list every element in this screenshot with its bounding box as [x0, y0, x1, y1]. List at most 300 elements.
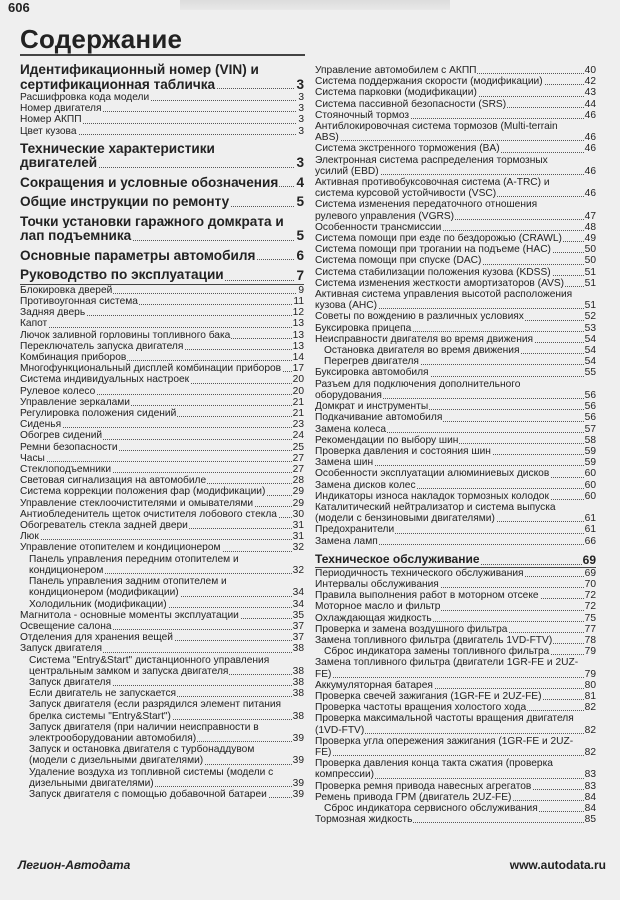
toc-entry-page: 60: [584, 479, 596, 491]
toc-entry-title: Запуск и остановка двигателя с турбонаддувом (модели с дизельными двигателями): [29, 744, 255, 767]
toc-entry-page: 46: [584, 188, 596, 200]
toc-entry[interactable]: [315, 803, 596, 814]
toc-entry[interactable]: [315, 356, 596, 367]
toc-section-heading[interactable]: [20, 215, 304, 244]
toc-section-heading[interactable]: [20, 195, 304, 210]
toc-entry-title: Особенности трансмиссии: [315, 221, 442, 233]
toc-entry-page: 56: [584, 401, 596, 413]
toc-entry-page: 39: [292, 788, 304, 800]
toc-entry-title: Замена топливного фильтра (двигатели 1GR-FE и 2UZ-FE): [315, 657, 579, 680]
toc-entry-page: 20: [292, 385, 304, 397]
toc-entry-page: 13: [292, 318, 304, 330]
toc-entry-title: Отделения для хранения вещей: [20, 632, 174, 644]
toc-entry[interactable]: [315, 457, 596, 468]
toc-entry[interactable]: [315, 323, 596, 334]
toc-entry-page: 9: [298, 284, 304, 296]
toc-entry-title: Каталитический нейтрализатор и система выпуска (модели с бензиновыми двигателями): [315, 501, 556, 525]
toc-entry-page: 66: [584, 535, 596, 547]
toc-entry-page: 82: [584, 724, 596, 736]
toc-entry-page: 38: [292, 676, 304, 688]
toc-entry-title: Часы: [20, 452, 45, 464]
toc-entry-page: 59: [584, 445, 596, 457]
toc-entry-page: 38: [292, 665, 304, 677]
toc-entry[interactable]: [315, 680, 596, 691]
running-header-strip: [180, 0, 450, 10]
toc-section-heading[interactable]: [20, 142, 304, 171]
toc-entry[interactable]: [20, 92, 304, 103]
toc-entry-title: Управление зеркалами: [20, 396, 131, 408]
toc-entry-title: Обогреватель стекла задней двери: [20, 520, 188, 532]
toc-entry[interactable]: [315, 87, 596, 98]
toc-entry[interactable]: [315, 758, 596, 780]
toc-entry[interactable]: [20, 103, 304, 114]
toc-entry-page: 29: [292, 497, 304, 509]
toc-entry-title: Система коррекции положения фар (модификации): [20, 486, 266, 498]
toc-entry-page: 54: [584, 333, 596, 345]
toc-entry[interactable]: [315, 480, 596, 491]
toc-entry-title: Люк: [20, 531, 39, 543]
toc-entry[interactable]: [20, 767, 304, 789]
toc-entry-page: 38: [292, 688, 304, 700]
toc-entry-page: 51: [584, 266, 596, 278]
toc-entry[interactable]: [20, 509, 304, 520]
toc-entry-page: 75: [584, 612, 596, 624]
toc-entry[interactable]: [20, 498, 304, 509]
toc-entry[interactable]: [315, 579, 596, 590]
toc-entry-title: Советы по вождению в различных условиях: [315, 311, 524, 323]
toc-entry[interactable]: [315, 222, 596, 233]
toc-entry-title: Переключатель запуска двигателя: [20, 340, 184, 352]
toc-entry-page: 46: [584, 143, 596, 155]
page-title: Содержание: [20, 24, 183, 54]
toc-entry-title: Сиденья: [20, 419, 62, 431]
toc-entry[interactable]: [315, 736, 596, 758]
toc-entry-page: 85: [584, 814, 596, 826]
toc-entry[interactable]: [20, 296, 304, 307]
toc-entry-title: Запуск двигателя: [20, 643, 103, 655]
toc-entry-page: 69: [582, 552, 596, 567]
toc-entry[interactable]: [315, 691, 596, 702]
toc-entry-page: 61: [584, 524, 596, 536]
toc-entry-title: Система стабилизации положения кузова (KDSS): [315, 266, 551, 278]
toc-entry[interactable]: [315, 65, 596, 76]
toc-entry-page: 59: [584, 457, 596, 469]
toc-entry-title: Система экстренного торможения (BA): [315, 143, 500, 155]
toc-entry-page: 5: [296, 194, 304, 210]
toc-entry-title: Сокращения и условные обозначения: [20, 174, 279, 190]
toc-entry[interactable]: [315, 143, 596, 154]
toc-entry[interactable]: [20, 554, 304, 576]
toc-entry[interactable]: [315, 613, 596, 624]
toc-entry[interactable]: [20, 386, 304, 397]
toc-entry-page: 37: [292, 620, 304, 632]
toc-right-column: [315, 65, 596, 825]
toc-entry-page: 72: [584, 601, 596, 613]
toc-entry-page: 60: [584, 490, 596, 502]
toc-entry[interactable]: [315, 601, 596, 612]
toc-entry[interactable]: [315, 524, 596, 535]
toc-entry-title: Световая сигнализация на автомобиле: [20, 475, 207, 487]
toc-entry[interactable]: [315, 536, 596, 547]
toc-entry[interactable]: [20, 318, 304, 329]
toc-entry-page: 51: [584, 300, 596, 312]
toc-entry[interactable]: [315, 255, 596, 266]
toc-entry-title: Буксировка автомобиля: [315, 367, 429, 379]
toc-entry-page: 56: [584, 412, 596, 424]
toc-entry-page: 34: [292, 587, 304, 599]
toc-entry-page: 84: [584, 791, 596, 803]
toc-entry[interactable]: [20, 520, 304, 531]
toc-entry[interactable]: [315, 424, 596, 435]
toc-entry[interactable]: [315, 624, 596, 635]
toc-left-column: [20, 58, 304, 800]
toc-entry-title: Противоугонная система: [20, 296, 138, 308]
toc-entry-title: Сброс индикатора замены топливного фильтра: [324, 646, 550, 658]
toc-entry[interactable]: [20, 643, 304, 654]
toc-entry-page: 25: [292, 441, 304, 453]
toc-entry[interactable]: [315, 199, 596, 221]
toc-entry[interactable]: [315, 468, 596, 479]
toc-entry-page: 72: [584, 590, 596, 602]
toc-entry-page: 51: [584, 277, 596, 289]
toc-entry-page: 84: [584, 803, 596, 814]
toc-entry-title: Интервалы обслуживания: [315, 578, 439, 590]
toc-entry-title: Сброс индикатора сервисного обслуживания: [324, 803, 538, 814]
toc-entry-title: Проверка частоты вращения холостого хода: [315, 702, 527, 714]
toc-entry-page: 11: [293, 296, 304, 308]
toc-entry-title: Ремень привода ГРМ (двигатель 2UZ-FE): [315, 791, 512, 803]
toc-entry-page: 46: [584, 165, 596, 177]
toc-entry-title: Перегрев двигателя: [324, 356, 419, 368]
toc-entry-title: Проверка максимальной частоты вращения двигателя (1VD-FTV): [315, 713, 574, 736]
toc-entry-page: 58: [584, 434, 596, 446]
toc-entry[interactable]: [20, 576, 304, 598]
toc-entry-page: 79: [584, 646, 596, 658]
toc-entry-page: 3: [296, 155, 304, 171]
toc-entry[interactable]: [315, 121, 596, 143]
toc-entry[interactable]: [315, 646, 596, 657]
toc-entry[interactable]: [20, 610, 304, 621]
toc-section-heading[interactable]: [20, 268, 304, 285]
toc-entry-page: 46: [584, 109, 596, 121]
toc-entry-title: Идентификационный номер (VIN) и сертификационная табличка: [20, 62, 259, 92]
toc-entry-title: Техническое обслуживание: [315, 551, 480, 566]
toc-entry-page: 31: [292, 520, 304, 532]
toc-entry-page: 14: [292, 352, 304, 364]
toc-entry-page: 61: [584, 513, 596, 525]
toc-entry-page: 3: [298, 92, 304, 103]
toc-entry-title: Проверка и замена воздушного фильтра: [315, 623, 508, 635]
toc-entry-page: 24: [292, 430, 304, 442]
toc-entry-page: 3: [298, 103, 304, 115]
toc-entry-title: Магнитола - основные моменты эксплуатации: [20, 609, 239, 621]
toc-section-heading[interactable]: [20, 249, 304, 264]
toc-entry-title: Активная противобуксовочная система (A-TRC) и система курсовой устойчивости (VSC): [315, 177, 550, 200]
toc-entry[interactable]: [315, 155, 596, 177]
toc-entry-title: Технические характеристики двигателей: [20, 140, 215, 171]
toc-entry[interactable]: [315, 412, 596, 423]
toc-entry-title: Запуск двигателя (если разрядился элемент питания брелка системы "Entry&Start"): [29, 699, 282, 722]
toc-entry-title: Номер АКПП: [20, 114, 82, 126]
toc-entry-title: Подкачивание автомобиля: [315, 412, 443, 424]
toc-entry[interactable]: [315, 311, 596, 322]
toc-entry[interactable]: [20, 114, 304, 125]
toc-entry-title: Буксировка прицепа: [315, 322, 412, 334]
toc-entry-title: Проверка давления конца такта сжатия (проверка компрессии): [315, 758, 553, 781]
toc-entry-title: Охлаждающая жидкость: [315, 612, 432, 624]
toc-entry-title: Антиобледенитель щеток очистителя лобового стекла: [20, 508, 277, 520]
toc-entry-title: Цвет кузова: [20, 125, 77, 137]
toc-entry[interactable]: [20, 699, 304, 721]
toc-entry[interactable]: [20, 453, 304, 464]
toc-entry-title: Проверка ремня привода навесных агрегатов: [315, 780, 532, 792]
toc-entry[interactable]: [20, 789, 304, 800]
toc-entry-title: Тормозная жидкость: [315, 814, 413, 826]
toc-entry[interactable]: [20, 430, 304, 441]
toc-entry[interactable]: [20, 307, 304, 318]
toc-entry[interactable]: [20, 126, 304, 137]
toc-entry-title: Замена дисков колес: [315, 479, 416, 491]
toc-entry-title: Система помощи при трогании на подъеме (HAC): [315, 244, 551, 256]
toc-entry-title: Домкрат и инструменты: [315, 401, 429, 413]
toc-entry-page: 3: [298, 114, 304, 126]
toc-entry-title: Капот: [20, 318, 48, 330]
toc-entry-title: Проверка угла опережения зажигания (1GR-FE и 2UZ-FE): [315, 735, 574, 758]
toc-entry-page: 27: [292, 452, 304, 464]
toc-entry[interactable]: [20, 352, 304, 363]
toc-entry-page: 49: [584, 233, 596, 245]
toc-entry-title: Задняя дверь: [20, 307, 86, 319]
toc-entry-page: 40: [584, 65, 596, 76]
toc-entry-page: 23: [292, 419, 304, 431]
toc-entry-page: 27: [292, 464, 304, 476]
toc-entry[interactable]: [315, 379, 596, 401]
toc-entry-title: Точки установки гаражного домкрата и лап подъемника: [20, 213, 284, 244]
toc-entry[interactable]: [20, 486, 304, 497]
toc-entry-page: 31: [292, 531, 304, 543]
toc-entry[interactable]: [315, 367, 596, 378]
toc-entry-title: Запуск двигателя: [29, 676, 112, 688]
toc-entry[interactable]: [315, 401, 596, 412]
toc-entry[interactable]: [315, 233, 596, 244]
publisher-url[interactable]: www.autodata.ru: [509, 858, 606, 872]
toc-entry-page: 79: [584, 668, 596, 680]
toc-entry[interactable]: [20, 374, 304, 385]
toc-entry[interactable]: [315, 814, 596, 825]
toc-entry[interactable]: [20, 363, 304, 374]
toc-entry-page: 5: [296, 228, 304, 244]
toc-entry-page: 50: [584, 244, 596, 256]
toc-entry-title: Система изменения жесткости амортизаторов (AVS): [315, 277, 565, 289]
toc-entry-title: Освещение салона: [20, 620, 112, 632]
toc-entry[interactable]: [20, 419, 304, 430]
toc-entry-page: 38: [292, 710, 304, 722]
toc-entry-page: 6: [296, 247, 304, 263]
toc-entry-page: 17: [292, 363, 304, 375]
toc-entry[interactable]: [315, 334, 596, 345]
toc-entry[interactable]: [20, 542, 304, 553]
toc-entry-title: Система индивидуальных настроек: [20, 374, 190, 386]
toc-entry-title: Комбинация приборов: [20, 352, 127, 364]
toc-entry-page: 12: [292, 307, 304, 319]
toc-entry-title: Рулевое колесо: [20, 385, 96, 397]
toc-entry-page: 56: [584, 389, 596, 401]
toc-entry-title: Аккумуляторная батарея: [315, 679, 433, 691]
toc-entry-title: Предохранители: [315, 524, 395, 536]
toc-entry-title: Система пассивной безопасности (SRS): [315, 98, 507, 110]
toc-entry-title: Замена шин: [315, 457, 374, 469]
toc-entry-page: 54: [584, 345, 596, 357]
toc-entry-title: Периодичность технического обслуживания: [315, 567, 524, 579]
toc-entry-title: Расшифровка кода модели: [20, 92, 150, 103]
toc-entry[interactable]: [315, 435, 596, 446]
toc-entry-page: 60: [584, 468, 596, 480]
toc-entry-page: 52: [584, 311, 596, 323]
toc-entry[interactable]: [20, 408, 304, 419]
toc-entry[interactable]: [315, 289, 596, 311]
toc-entry[interactable]: [315, 110, 596, 121]
toc-entry[interactable]: [20, 285, 304, 296]
toc-entry-page: 55: [584, 367, 596, 379]
toc-entry[interactable]: [315, 781, 596, 792]
toc-entry-title: Неисправности двигателя во время движения: [315, 333, 534, 345]
toc-entry-page: 20: [292, 374, 304, 386]
toc-entry[interactable]: [315, 244, 596, 255]
toc-entry[interactable]: [315, 590, 596, 601]
toc-entry[interactable]: [315, 657, 596, 679]
toc-entry-page: 3: [296, 76, 304, 92]
toc-entry-title: Особенности эксплуатации алюминиевых дисков: [315, 468, 550, 480]
toc-entry-title: Управление стеклоочистителями и омывателями: [20, 497, 254, 509]
toc-entry[interactable]: [20, 475, 304, 486]
toc-entry[interactable]: [20, 397, 304, 408]
toc-entry-page: 13: [292, 340, 304, 352]
toc-entry-page: 82: [584, 702, 596, 714]
toc-entry-page: 21: [292, 408, 304, 420]
toc-entry[interactable]: [315, 635, 596, 646]
toc-entry[interactable]: [20, 722, 304, 744]
toc-entry[interactable]: [315, 568, 596, 579]
toc-entry-title: Лючок заливной горловины топливного бака: [20, 329, 231, 341]
toc-entry-title: Индикаторы износа накладок тормозных колодок: [315, 490, 549, 502]
toc-entry-page: 38: [292, 643, 304, 655]
toc-entry-title: Система парковки (модификации): [315, 87, 477, 99]
toc-entry[interactable]: [20, 655, 304, 677]
toc-entry-title: Блокировка дверей: [20, 284, 113, 296]
toc-entry[interactable]: [315, 345, 596, 356]
toc-entry-title: Система помощи при спуске (DAC): [315, 255, 482, 267]
toc-entry-title: Ремни безопасности: [20, 441, 118, 453]
toc-entry-title: Правила выполнения работ в моторном отсеке: [315, 590, 539, 602]
toc-entry-title: Руководство по эксплуатации: [20, 267, 224, 283]
toc-entry-title: Если двигатель не запускается: [29, 688, 177, 700]
toc-entry-title: Система помощи при езде по бездорожью (CRAWL): [315, 233, 562, 245]
toc-entry-title: Система "Entry&Start" дистанционного управления центральным замком и запуска двигателя: [29, 654, 270, 677]
toc-entry[interactable]: [20, 464, 304, 475]
toc-entry[interactable]: [20, 677, 304, 688]
toc-entry-title: Замена колеса: [315, 423, 386, 435]
toc-entry-title: Активная система управления высотой расположения кузова (AHC): [315, 289, 573, 312]
toc-entry-title: Моторное масло и фильтр: [315, 601, 441, 613]
toc-entry-title: Система изменения передаточного отношения рулевого управления (VGRS): [315, 199, 538, 222]
toc-entry[interactable]: [20, 442, 304, 453]
toc-entry-title: Панель управления передним отопителем и кондиционером: [29, 553, 239, 576]
toc-entry[interactable]: [315, 278, 596, 289]
toc-entry[interactable]: [315, 446, 596, 457]
toc-entry[interactable]: [20, 330, 304, 341]
toc-entry-title: Общие инструкции по ремонту: [20, 194, 230, 210]
toc-entry-page: 32: [292, 542, 304, 554]
toc-entry[interactable]: [315, 713, 596, 735]
toc-entry-page: 34: [292, 598, 304, 610]
toc-entry[interactable]: [20, 744, 304, 766]
toc-entry[interactable]: [315, 76, 596, 87]
publisher-name: Легион-Автодата: [18, 858, 131, 872]
toc-entry-page: 47: [584, 210, 596, 222]
toc-entry-page: 83: [584, 769, 596, 781]
toc-entry-title: Система поддержания скорости (модификации): [315, 76, 543, 88]
toc-entry-title: Замена топливного фильтра (двигатель 1VD-FTV): [315, 634, 553, 646]
toc-entry-title: Запуск двигателя (при наличии неисправности в электрооборудовании автомобиля): [29, 721, 259, 744]
toc-entry[interactable]: [315, 792, 596, 803]
toc-entry-title: Панель управления задним отопителем и кондиционером (модификации): [29, 576, 227, 599]
toc-section-heading[interactable]: [20, 176, 304, 191]
toc-entry[interactable]: [20, 599, 304, 610]
toc-entry[interactable]: [20, 688, 304, 699]
toc-entry-title: Стояночный тормоз: [315, 109, 410, 121]
toc-entry-title: Замена ламп: [315, 535, 378, 547]
toc-entry[interactable]: [20, 632, 304, 643]
toc-entry-title: Проверка давления и состояния шин: [315, 445, 491, 457]
toc-entry-title: Многофункциональный дисплей комбинации приборов: [20, 363, 282, 375]
toc-entry-page: 21: [292, 396, 304, 408]
toc-entry[interactable]: [315, 99, 596, 110]
toc-entry[interactable]: [315, 502, 596, 524]
toc-entry-title: Управление автомобилем с АКПП: [315, 65, 477, 76]
page-number: 606: [8, 0, 30, 15]
toc-entry-page: 44: [584, 98, 596, 110]
toc-entry-page: 57: [584, 423, 596, 435]
toc-entry-title: Разъем для подключения дополнительного оборудования: [315, 378, 521, 401]
toc-entry-page: 42: [584, 76, 596, 88]
toc-entry[interactable]: [315, 177, 596, 199]
toc-entry-page: 53: [584, 322, 596, 334]
toc-entry-page: 28: [292, 475, 304, 487]
toc-entry[interactable]: [20, 341, 304, 352]
toc-section-heading[interactable]: [20, 63, 304, 92]
toc-entry-page: 78: [584, 634, 596, 646]
toc-entry-page: 29: [292, 486, 304, 498]
toc-entry-title: Удаление воздуха из топливной системы (модели с дизельными двигателями): [29, 766, 274, 789]
toc-entry-page: 30: [292, 508, 304, 520]
toc-entry[interactable]: [315, 702, 596, 713]
toc-entry-page: 77: [584, 623, 596, 635]
toc-entry[interactable]: [20, 621, 304, 632]
toc-entry-title: Антиблокировочная система тормозов (Multi-terrain ABS): [315, 121, 558, 144]
toc-entry[interactable]: [315, 267, 596, 278]
toc-entry-page: 69: [584, 567, 596, 579]
toc-entry[interactable]: [315, 491, 596, 502]
toc-entry-title: Обогрев сидений: [20, 430, 103, 442]
toc-entry-page: 39: [292, 732, 304, 744]
toc-entry[interactable]: [20, 531, 304, 542]
toc-entry-page: 83: [584, 780, 596, 792]
toc-section-heading[interactable]: [315, 553, 596, 568]
toc-entry-title: Рекомендации по выбору шин: [315, 434, 459, 446]
toc-entry-page: 48: [584, 221, 596, 233]
toc-entry-page: 81: [584, 690, 596, 702]
toc-entry-title: Остановка двигателя во время движения: [324, 345, 520, 357]
